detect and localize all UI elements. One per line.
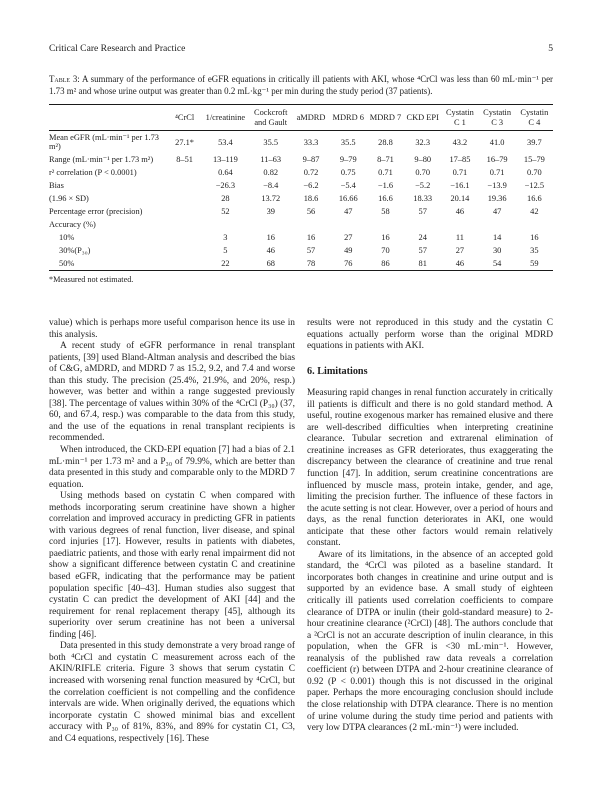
table-row-label: Mean eGFR (mL·min⁻¹ per 1.73 m²) bbox=[49, 132, 159, 152]
table-cell: 27 bbox=[455, 246, 465, 256]
table-cell bbox=[249, 218, 292, 231]
table-cell: 18.33 bbox=[413, 194, 433, 204]
table-cell: 59 bbox=[530, 259, 539, 268]
table-cell: 0.72 bbox=[303, 168, 319, 178]
table-cell: 0.70 bbox=[415, 168, 431, 178]
table-cell bbox=[167, 193, 201, 206]
table-cell: 8–71 bbox=[377, 155, 394, 165]
table-row bbox=[49, 154, 553, 167]
table-cell: 15–79 bbox=[523, 155, 545, 165]
table-column-header: Cockcroft and Gault bbox=[254, 108, 288, 127]
table-cell: 13.72 bbox=[261, 194, 281, 204]
table-cell: 41.0 bbox=[489, 137, 505, 147]
table-row bbox=[49, 167, 553, 180]
table-row bbox=[49, 180, 553, 193]
table-cell: 42 bbox=[530, 207, 539, 217]
table-cell: 39 bbox=[266, 207, 275, 217]
table-cell: 78 bbox=[306, 259, 316, 268]
table-cell: 39.7 bbox=[527, 137, 542, 147]
table-cell: 35.5 bbox=[340, 137, 356, 147]
table-column-header: MDRD 6 bbox=[332, 112, 364, 122]
table-stub-header bbox=[49, 105, 167, 131]
table-cell: 30 bbox=[492, 246, 502, 256]
table-cell bbox=[167, 257, 201, 270]
table-column-header: aMDRD bbox=[296, 112, 326, 122]
table-cell: −26.3 bbox=[215, 181, 236, 191]
paragraph: results were not reproduced in this study and the cystatin C equations actually perform worse than the original MDRD equations in patients with AKI. bbox=[307, 318, 553, 352]
table-cell: 0.64 bbox=[218, 168, 233, 178]
table-caption-text: A summary of the performance of eGFR equations in critically ill patients with AKI, whose ⁴CrCl was less than 60 mL·min⁻¹ per 1.73 m² and whose urine output was greater than 0.2 mL·kg⁻¹ per min during the study period (37 patients). bbox=[49, 74, 553, 96]
table-cell: 13–119 bbox=[212, 155, 238, 165]
table-cell: 54 bbox=[492, 259, 502, 268]
table-cell: 14 bbox=[492, 233, 502, 243]
table-cell: 43.2 bbox=[452, 137, 468, 147]
table-cell: 0.70 bbox=[527, 168, 542, 178]
table-cell: 0.82 bbox=[263, 168, 279, 178]
table-cell: −6.2 bbox=[303, 181, 319, 191]
table-cell bbox=[330, 218, 367, 231]
paragraph: When introduced, the CKD-EPI equation [7] had a bias of 2.1 mL·min⁻¹ per 1.73 m² and a P₃₀ of 79.9%, which are better than data presented in this study and comparable only to the MDRD 7 equation. bbox=[49, 445, 295, 490]
table-cell: 16.6 bbox=[527, 194, 542, 204]
paragraph: A recent study of eGFR performance in renal transplant patients, [39] used Bland-Altman analysis and described the bias of C&G, aMDRD, and MDRD 7 as 15.2, 9.2, and 7.4 and worse than this study. The precision (25.4%, 21.9%, and 20%, resp.) however, was better and within a range suggested previously [38]. The percentage of values within 30% of the ⁴CrCl (P₃₀) (37, 60, and 67.4, resp.) was comparable to the data from this study, and the use of the equations in renal transplant recipients is recommended. bbox=[49, 341, 295, 444]
table-row-label: (1.96 × SD) bbox=[49, 194, 89, 204]
table-cell: 32.3 bbox=[415, 137, 431, 147]
table-cell: 76 bbox=[344, 259, 353, 268]
table-column-header: 1/creatinine bbox=[205, 112, 246, 122]
table-cell bbox=[167, 180, 201, 193]
table-cell: 19.36 bbox=[487, 194, 507, 204]
table-row-label: Accuracy (%) bbox=[49, 220, 96, 230]
table-cell: 11–63 bbox=[260, 155, 282, 165]
table-cell: 3 bbox=[223, 233, 228, 243]
table-cell: 53.4 bbox=[218, 137, 233, 147]
table-cell bbox=[167, 231, 201, 244]
table-column-header: Cystatin C 3 bbox=[483, 108, 512, 127]
table-cell: 0.71 bbox=[378, 168, 393, 178]
table-cell: 16–79 bbox=[486, 155, 508, 165]
table-cell: 16.66 bbox=[338, 194, 358, 204]
table-body bbox=[49, 131, 553, 271]
paragraph: Measuring rapid changes in renal function accurately in critically ill patients is difficult and there is no gold standard method. A useful, routine exogenous marker has remained elusive and there are well-described difficulties when interpreting creatinine clearance. Tubular secretion and extrarenal elimination of creatinine increases as GFR deteriorates, thus exaggerating the discrepancy between the clearance of creatinine and true renal function [47]. In addition, serum creatinine concentrations are influenced by muscle mass, protein intake, gender, and age, limiting the precision further. The influence of these factors in the acute setting is not clear. However, over a period of hours and days, as the renal function deteriorates in AKI, one would anticipate that these other factors would remain relatively constant. bbox=[307, 388, 553, 549]
table-cell bbox=[479, 218, 516, 231]
table-cell bbox=[202, 218, 249, 231]
table-cell: 35 bbox=[530, 246, 539, 256]
table-cell: −5.4 bbox=[340, 181, 356, 191]
table-cell: 35.5 bbox=[263, 137, 279, 147]
table-row-label: Bias bbox=[49, 181, 64, 191]
table-cell: 86 bbox=[381, 259, 390, 268]
table-cell: −1.6 bbox=[377, 181, 394, 191]
table-cell: 33.3 bbox=[303, 137, 319, 147]
table-row-label: 10% bbox=[59, 233, 75, 243]
paragraph: value) which is perhaps more useful comparison hence its use in this analysis. bbox=[49, 318, 295, 340]
table-cell: 5 bbox=[223, 246, 228, 256]
table-row-label: 50% bbox=[59, 259, 75, 268]
table-row-label: Percentage error (precision) bbox=[49, 207, 143, 217]
section-heading-limitations: 6. Limitations bbox=[307, 365, 368, 377]
table-cell: 16 bbox=[530, 233, 539, 243]
table-footnote: *Measured not estimated. bbox=[49, 275, 134, 285]
table-cell: 16 bbox=[266, 233, 275, 243]
table-header-row bbox=[49, 105, 553, 131]
table-row-label: 30%(P₃₀) bbox=[59, 246, 91, 256]
table-cell: 81 bbox=[418, 259, 427, 268]
table-cell: −12.5 bbox=[524, 181, 545, 191]
table-cell: 52 bbox=[221, 207, 230, 217]
table-cell: 16 bbox=[381, 233, 390, 243]
page-number: 5 bbox=[548, 43, 553, 54]
table-cell: −8.4 bbox=[263, 181, 279, 191]
body-right-column bbox=[307, 318, 553, 735]
body-left-column bbox=[49, 318, 295, 745]
table-cell bbox=[167, 167, 201, 180]
table-caption bbox=[49, 74, 553, 97]
table-column-header: Cystatin C 1 bbox=[445, 108, 474, 127]
table-cell: 47 bbox=[344, 207, 353, 217]
table-cell: 57 bbox=[418, 246, 427, 256]
table-cell: 27 bbox=[344, 233, 353, 243]
table-row bbox=[49, 131, 553, 154]
table-row bbox=[49, 257, 553, 270]
table-cell: 0.71 bbox=[489, 168, 505, 178]
table-cell bbox=[167, 244, 201, 257]
table-cell: 27.1* bbox=[175, 137, 194, 147]
table-row bbox=[49, 218, 553, 231]
table-cell: 20.14 bbox=[450, 194, 470, 204]
paragraph: Aware of its limitations, in the absence of an accepted gold standard, the ⁴CrCl was piloted as a baseline standard. It incorporates both changes in creatinine and urine output and is supported by an evidence base. A small study of eighteen critically ill patients used correlation coefficients to compare clearance of DTPA or inulin (their gold-standard measure) to 2-hour creatinine clearance (²CrCl) [48]. The authors conclude that a ²CrCl is not an accurate description of inulin clearance, in this population, when the GFR is <30 mL·min⁻¹. However, reanalysis of the published raw data reveals a correlation coefficient (r) between DTPA and 2-hour creatinine clearance of 0.92 (P < 0.001) though this is not discussed in the original paper. Perhaps the more encouraging conclusion should include the close relationship with DTPA clearance. There is no mention of urine volume during the study time period and patients with very low DTPA clearances (2 mL·min⁻¹) were included. bbox=[307, 549, 553, 734]
table-cell bbox=[167, 206, 201, 219]
table-cell: 57 bbox=[306, 246, 316, 256]
running-head bbox=[49, 43, 553, 54]
table-cell: 49 bbox=[344, 246, 353, 256]
table-cell: 17–85 bbox=[449, 155, 471, 165]
paragraph: Data presented in this study demonstrate a very broad range of both ⁴CrCl and cystatin C measurement across each of the AKIN/RIFLE criteria. Figure 3 shows that serum cystatin C increased with worsening renal function measured by ⁴CrCl, but the correlation coefficient is not compelling and the confidence intervals are wide. When originally derived, the equations which incorporate cystatin C showed minimal bias and excellent accuracy with P₃₀ of 81%, 83%, and 89% for cystatin C1, C3, and C4 equations, respectively [16]. These bbox=[49, 641, 295, 744]
table-wrap bbox=[49, 104, 553, 284]
table-cell: 0.75 bbox=[340, 168, 356, 178]
table-caption-label: Table 3: bbox=[49, 74, 80, 84]
table-cell: 9–87 bbox=[302, 155, 320, 165]
table-row bbox=[49, 193, 553, 206]
table-cell bbox=[516, 218, 553, 231]
table-row-label: r² correlation (P < 0.0001) bbox=[49, 168, 137, 178]
table-column-header: CKD EPI bbox=[406, 112, 439, 122]
table-cell: 24 bbox=[418, 233, 427, 243]
table-cell bbox=[441, 218, 478, 231]
table-cell: 70 bbox=[381, 246, 390, 256]
table-cell: 47 bbox=[492, 207, 502, 217]
egfr-performance-table bbox=[49, 104, 553, 271]
table-cell bbox=[367, 218, 404, 231]
table-cell: 58 bbox=[381, 207, 390, 217]
table-row-label: Range (mL·min⁻¹ per 1.73 m²) bbox=[49, 155, 154, 165]
table-cell: 28.8 bbox=[378, 137, 393, 147]
table-cell: 0.71 bbox=[452, 168, 468, 178]
table-cell: −13.9 bbox=[487, 181, 507, 191]
table-cell: −16.1 bbox=[450, 181, 470, 191]
table-cell: 9–79 bbox=[339, 155, 357, 165]
table-cell: 11 bbox=[455, 233, 464, 243]
table-column-header: ⁴CrCl bbox=[174, 112, 195, 122]
table-column-header: MDRD 7 bbox=[369, 112, 402, 122]
paragraph: Using methods based on cystatin C when compared with methods incorporating serum creatinine have shown a higher correlation and improved accuracy in predicting GFR in patients with various degrees of renal function, liver disease, and spinal cord injuries [17]. However, results in patients with diabetes, paediatric patients, and those with early renal impairment did not show a significant difference between cystatin C and creatinine based eGFR, indicating that the performance may be patient population specific [40–43]. Human studies also suggest that cystatin C can predict the development of AKI [44] and the requirement for renal replacement therapy [45], although its superiority over serum creatinine has not been a universal finding [46]. bbox=[49, 491, 295, 640]
table-cell: 9–80 bbox=[414, 155, 432, 165]
table-cell bbox=[404, 218, 441, 231]
table-cell: 46 bbox=[455, 207, 465, 217]
table-row bbox=[49, 231, 553, 244]
table-cell: 68 bbox=[266, 259, 275, 268]
table-cell: −5.2 bbox=[415, 181, 431, 191]
table-column-header: Cystatin C 4 bbox=[520, 108, 549, 127]
table-cell: 8–51 bbox=[176, 155, 193, 165]
table-cell: 28 bbox=[221, 194, 230, 204]
table-cell: 16.6 bbox=[378, 194, 393, 204]
table-row bbox=[49, 206, 553, 219]
table-cell: 57 bbox=[418, 207, 427, 217]
table-cell: 22 bbox=[221, 259, 230, 268]
table-row bbox=[49, 244, 553, 257]
table-cell: 18.6 bbox=[303, 194, 319, 204]
table-cell: 16 bbox=[306, 233, 316, 243]
journal-title: Critical Care Research and Practice bbox=[49, 43, 186, 54]
table-cell: 56 bbox=[306, 207, 316, 217]
table-cell bbox=[292, 218, 329, 231]
table-cell bbox=[167, 218, 201, 231]
table-cell: 46 bbox=[266, 246, 275, 256]
table-cell: 46 bbox=[455, 259, 465, 268]
